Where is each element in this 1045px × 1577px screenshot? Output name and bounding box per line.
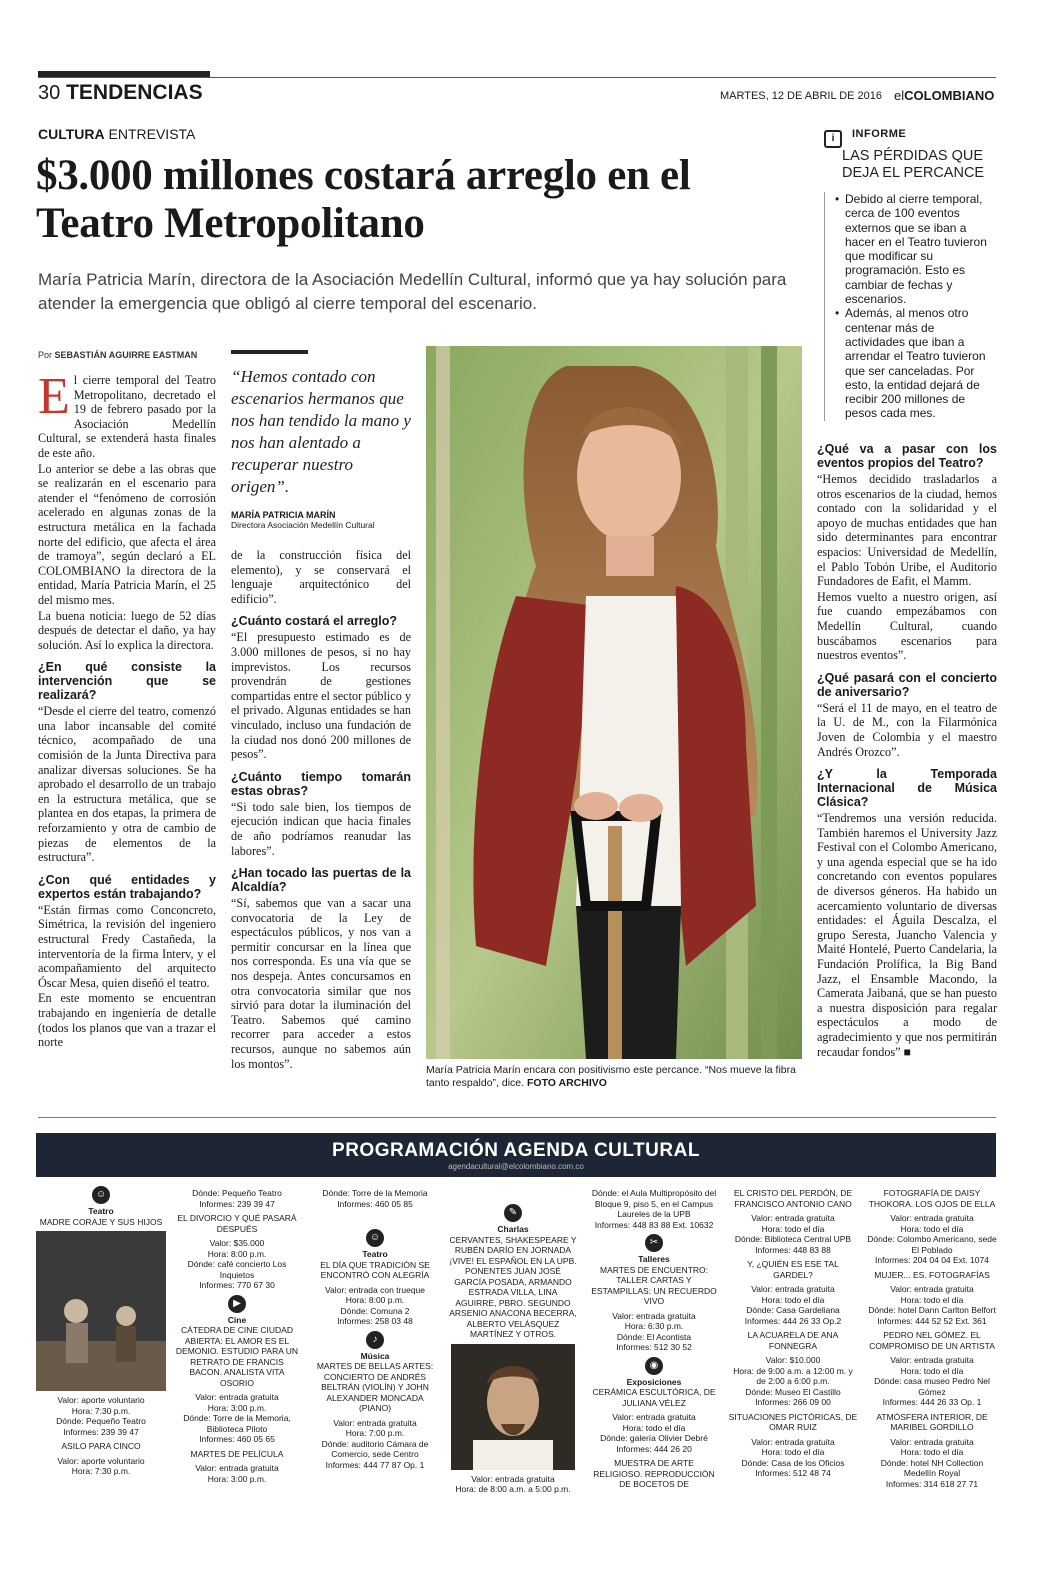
agenda-detail: Valor: entrada gratuita — [890, 1213, 974, 1223]
agenda-category: Cine — [227, 1314, 247, 1325]
agenda-detail: Dónde: Colombo Americano, sede El Poblado — [867, 1234, 997, 1255]
agenda-detail: Hora: todo el día — [900, 1365, 964, 1376]
agenda-title: PROGRAMACIÓN AGENDA CULTURAL — [332, 1140, 700, 1161]
agenda-detail: Valor: entrada gratuita — [195, 1463, 279, 1473]
agenda-detail: Dónde: Casa de los Oficios — [741, 1457, 845, 1468]
agenda-detail: Valor: entrada gratuita — [751, 1436, 835, 1447]
agenda-detail: Informes: 444 77 87 Op. 1 — [325, 1459, 425, 1470]
agenda-detail: Valor: $10.000 — [765, 1355, 821, 1365]
pull-quote — [231, 350, 411, 530]
document-icon: i — [824, 130, 842, 148]
agenda-detail: Dónde: auditorio Cámara de Comercio, sede Centro — [321, 1438, 429, 1459]
agenda-event-title: MARTES DE ENCUENTRO: TALLER CARTAS Y ESTAMPILLAS: UN RECUERDO VIVO — [591, 1264, 717, 1306]
agenda-detail: Informes: 448 83 88 — [755, 1244, 831, 1255]
agenda-event-title: Y, ¿QUIÉN ES ESE TAL GARDEL? — [747, 1259, 839, 1280]
agenda-detail: Dónde: casa museo Pedro Nel Gómez — [874, 1376, 990, 1397]
agenda-detail: Informes: 444 26 33 Op.2 — [744, 1315, 842, 1326]
agenda-detail: Valor: aporte voluntario — [57, 1455, 145, 1466]
agenda-detail: Dónde: Pequeño Teatro — [192, 1188, 282, 1198]
article-column-4 — [817, 442, 997, 1060]
agenda-detail: Informes: 239 39 47 — [199, 1198, 275, 1209]
body-paragraph: En este momento se encuentran trabajando en ingeniería de detalle (todos los planos que van a trazar el norte — [38, 991, 216, 1050]
page-section-header — [38, 81, 203, 105]
agenda-event-title: MARTES DE BELLAS ARTES: CONCIERTO DE ANDRÉS BELTRÁN (VIOLÍN) Y JOHN ALEXANDER MONCADA (PIANO) — [316, 1361, 434, 1413]
agenda-column-2 — [174, 1188, 300, 1484]
agenda-detail: Dónde: galería Olivier Debré — [600, 1433, 708, 1443]
byline-prefix: Por — [38, 350, 53, 360]
agenda-detail: Valor: entrada gratuita — [890, 1284, 974, 1294]
page-number: 30 — [38, 82, 61, 104]
agenda-column-1 — [36, 1186, 166, 1477]
theater-masks-icon: ☺ — [366, 1229, 384, 1247]
event-photo — [451, 1344, 575, 1470]
agenda-event-title: MUJER... ES. FOTOGRAFÍAS — [874, 1269, 990, 1280]
eye-icon: ◉ — [645, 1357, 663, 1375]
info-sidebar — [824, 128, 996, 421]
agenda-category: Teatro — [88, 1206, 114, 1216]
brand-prefix: el — [894, 88, 905, 103]
agenda-event-title: CERVANTES, SHAKESPEARE Y RUBÉN DARÍO EN JORNADA ¡VIVE! EL ESPAÑOL EN LA UPB. PONENTES JUAN JOSÉ GARCÍA POSADA, ARMANDO ESTRADA VILLA, LINA AGUIRRE, PBRO. SEGUNDO ARSENIO ANACONA BECERRA, ALBERTO VELÁSQUEZ MARTÍNEZ Y OTROS. — [449, 1234, 577, 1339]
agenda-column-5 — [590, 1188, 718, 1494]
agenda-category: Teatro — [362, 1249, 388, 1259]
agenda-detail: Valor: entrada gratuita — [612, 1412, 696, 1422]
film-icon: ▶ — [228, 1295, 246, 1313]
agenda-event-title: MADRE CORAJE Y SUS HIJOS — [39, 1216, 163, 1227]
interview-answer: “Si todo sale bien, los tiempos de ejecución indican que hacia finales de año podríamos reanudar las labores”. — [231, 799, 411, 858]
agenda-detail: Informes: 258 03 48 — [337, 1316, 413, 1326]
agenda-detail: Valor: entrada gratuita — [333, 1417, 417, 1428]
stage-scene-illustration — [36, 1231, 166, 1391]
agenda-detail: Informes: 239 39 47 — [63, 1426, 139, 1437]
interview-answer: “Están firmas como Conconcreto, Simétrica, la revisión del ingeniero estructural Fredy Castañeda, la interventoría de la firma Interv, y el acompañamiento del arquitecto Óscar Mesa, quien diseñó el teatro. — [38, 902, 216, 990]
interview-answer: “Desde el cierre del teatro, comenzó una labor incansable del comité técnico, acompañado de una comisión de la Junta Directiva para analizar diversas soluciones. Se ha aprobado el desarrollo de un trabajo en la estructura metálica, que se plantea en dos etapas, la primera de reforzamiento y otra de cambio de piezas de elementos de la estructura”. — [38, 704, 216, 865]
agenda-detail: Valor: entrada gratuita — [471, 1473, 555, 1484]
agenda-detail: Hora: 6:30 p.m. — [624, 1321, 684, 1331]
newspaper-brand — [894, 88, 994, 103]
interview-answer: “Tendremos una versión reducida. También haremos el University Jazz Festival con el Colombo Americano, y una agenda especial que se ha ido concretando con eventos populares de diversos géneros. Ha habido un acercamiento voluntario de diversas entidades: el Águila Descalza, el grupo Seresta, Juancho Valencia y Maité Hontelé, Puerto Candelaria, la Fundación Prolífica, la Big Band Jazz, el Ensamble Macondo, la Camerata Jaibaná, que se han puesto a nuestra disposición para regalar espectáculos a modo de agradecimiento y que nos permitirán recaudar fondos” ■ — [817, 811, 997, 1059]
agenda-detail: Valor: entrada gratuita — [890, 1436, 974, 1447]
music-note-icon: ♪ — [366, 1331, 384, 1349]
section-name: TENDENCIAS — [66, 81, 203, 104]
caption-text: María Patricia Marín encara con positivismo este percance. “Nos mueve la fibra tanto respaldo”, dice. — [426, 1064, 796, 1089]
interview-question: ¿Cuánto costará el arreglo? — [231, 614, 398, 629]
interview-question: ¿Han tocado las puertas de la Alcaldía? — [231, 866, 411, 895]
agenda-detail: Informes: 512 48 74 — [755, 1468, 831, 1478]
agenda-event-title: MUESTRA DE ARTE RELIGIOSO. REPRODUCCIÓN DE BOCETOS DE — [593, 1458, 715, 1489]
sidebar-bullet: • Debido al cierre temporal, cerca de 100 eventos externos que se iban a hacer en el Teatro tuvieron que modificar su programación. Esto es cambiar de fechas y escenarios. — [835, 192, 996, 306]
interview-question: ¿Cuánto tiempo tomarán estas obras? — [231, 769, 411, 798]
agenda-detail: Hora: 8:00 p.m. — [345, 1295, 405, 1305]
agenda-detail: Dónde: café concierto Los Inquietos — [187, 1259, 287, 1280]
article-headline: $3.000 millones costará arreglo en el Teatro Metropolitano — [36, 152, 691, 247]
agenda-event-title: CÁTEDRA DE CINE CIUDAD ABIERTA: EL AMOR ES EL DEMONIO. ESTUDIO PARA UN RETRATO DE FRANCIS BACON. ANALISTA VITA OSORIO — [175, 1325, 299, 1388]
agenda-detail: Dónde: Biblioteca Central UPB — [734, 1234, 852, 1244]
kicker-section: CULTURA — [38, 126, 105, 142]
agenda-event-title: CERÁMICA ESCULTÓRICA, DE JULIANA VÉLEZ — [592, 1387, 716, 1408]
agenda-detail: Informes: 266 09 00 — [755, 1397, 831, 1407]
agenda-detail: Hora: todo el día — [900, 1447, 964, 1457]
agenda-category: Talleres — [638, 1254, 670, 1264]
agenda-category: Música — [360, 1350, 390, 1361]
sidebar-bullet: • Además, al menos otro centenar más de actividades que iban a arrendar el Teatro tuvieron que ser canceladas. Por esto, la entidad dejará de recibir 200 millones de pesos cada mes. — [835, 306, 996, 420]
agenda-detail: Valor: entrada con trueque — [324, 1284, 426, 1295]
interview-question: ¿Con qué entidades y expertos están trabajando? — [38, 872, 216, 901]
interview-answer: “Sí, sabemos que van a sacar una convocatoria de la Ley de espectáculos públicos, y nos van a permitir concursar en la línea que nos corresponda. Es una vía que se nos despeja. Antes concursamos en otra convocatoria similar que nos sirvió para dotar la iluminación del Teatro. Sabemos qué camino recorrer para acceder a estos recursos, aunque no sabemos aún los montos”. — [231, 896, 411, 1071]
section-divider — [38, 1117, 996, 1118]
agenda-detail: Dónde: hotel Dann Carlton Belfort — [868, 1305, 996, 1315]
agenda-detail: Dónde: Museo El Castillo — [745, 1386, 841, 1397]
interview-question: ¿Qué pasará con el concierto de aniversario? — [817, 670, 997, 699]
agenda-detail: Informes: 444 26 20 — [616, 1443, 692, 1454]
issue-date: MARTES, 12 DE ABRIL DE 2016 — [720, 90, 883, 102]
agenda-event-title: EL CRISTO DEL PERDÓN, DE FRANCISCO ANTONIO CANO — [733, 1188, 853, 1209]
agenda-detail: Informes: 444 52 52 Ext. 361 — [877, 1315, 987, 1326]
brand-name: COLOMBIANO — [904, 88, 995, 103]
agenda-detail: Valor: entrada gratuita — [890, 1355, 974, 1365]
body-paragraph: de la construcción física del elemento), y se conservará el lenguaje arquitectónico del edificio”. — [231, 548, 411, 606]
agenda-detail: Hora: 7:30 p.m. — [71, 1405, 131, 1416]
portrait-photo — [426, 346, 802, 1059]
agenda-detail: Dónde: Comuna 2 — [340, 1305, 410, 1316]
agenda-category: Charlas — [497, 1224, 529, 1234]
agenda-detail: Informes: 314 618 27 71 — [885, 1478, 979, 1489]
sidebar-bullets — [824, 192, 996, 421]
agenda-detail: Hora: de 9:00 a.m. a 12:00 m. y de 2:00 a 6:00 p.m. — [733, 1365, 853, 1386]
agenda-event-title: ASILO PARA CINCO — [61, 1441, 141, 1451]
agenda-event-title: PEDRO NEL GÓMEZ. EL COMPROMISO DE UN ARTISTA — [869, 1330, 995, 1351]
agenda-banner — [36, 1133, 996, 1177]
agenda-detail: Dónde: Torre de la Memoria, Biblioteca Piloto — [183, 1413, 291, 1434]
agenda-detail: Informes: 460 05 65 — [199, 1434, 275, 1444]
agenda-detail: Valor: entrada gratuita — [195, 1392, 279, 1402]
header-rule — [38, 77, 996, 78]
agenda-detail: Dónde: Casa Gardeliana — [746, 1305, 840, 1315]
agenda-detail: Hora: 3:00 p.m. — [207, 1473, 267, 1484]
kicker-type: ENTREVISTA — [108, 126, 196, 142]
interview-question: ¿En qué consiste la intervención que se realizará? — [38, 660, 216, 703]
portrait-illustration — [426, 346, 802, 1059]
article-kicker — [38, 126, 195, 142]
quote-bar — [231, 350, 308, 354]
agenda-detail: Dónde: El Acontista — [616, 1331, 692, 1342]
article-column-2 — [231, 548, 411, 1072]
agenda-detail: Informes: 444 26 33 Op. 1 — [882, 1397, 982, 1407]
agenda-detail: Hora: todo el día — [761, 1294, 825, 1305]
quote-author-role: Directora Asociación Medellín Cultural — [231, 520, 375, 530]
agenda-detail: Dónde: el Aula Multipropósito del Bloque 9, piso 5, en el Campus Laureles de la UPB — [591, 1188, 717, 1219]
agenda-column-7 — [866, 1188, 998, 1493]
interview-answer: “Hemos decidido trasladarlos a otros escenarios de la ciudad, hemos contado con la solidaridad y el apoyo de muchas entidades que han sido determinantes para encontrar espacios: Universidad de Medellín, el Pablo Tobón Uribe, el Auditorio Fundadores de Eafit, el Mamm. — [817, 472, 997, 589]
agenda-detail: Dónde: hotel NH Collection Medellín Royal — [880, 1457, 984, 1478]
agenda-detail: Valor: $35.000 — [209, 1238, 265, 1248]
agenda-email: agendacultural@elcolombiano.com.co — [448, 1162, 584, 1171]
agenda-detail: Informes: 770 67 30 — [199, 1280, 275, 1290]
agenda-detail: Hora: 3:00 p.m. — [207, 1402, 267, 1413]
agenda-detail: Hora: todo el día — [900, 1294, 964, 1305]
article-column-1 — [38, 368, 216, 1051]
agenda-detail: Hora: todo el día — [900, 1223, 964, 1234]
brush-icon: ✂ — [645, 1234, 663, 1252]
intro-text: l cierre temporal del Teatro Metropolitano, decretado el 19 de febrero pasado por la Asociación Medellín Cultural, se extenderá hasta finales de este año. — [38, 373, 216, 460]
agenda-event-title: LA ACUARELA DE ANA FONNEGRA — [747, 1330, 839, 1351]
agenda-event-title: EL DÍA QUE TRADICIÓN SE ENCONTRÓ CON ALEGRÍA — [320, 1259, 430, 1280]
agenda-detail: Informes: 460 05 85 — [337, 1198, 413, 1209]
byline — [38, 350, 197, 360]
agenda-detail: Dónde: Pequeño Teatro — [56, 1416, 146, 1426]
drop-cap: E — [38, 368, 70, 425]
byline-author: SEBASTIÁN AGUIRRE EASTMAN — [54, 350, 198, 360]
agenda-event-title: SITUACIONES PICTÓRICAS, DE OMAR RUIZ — [728, 1411, 858, 1432]
shakespeare-portrait-illustration — [451, 1344, 575, 1470]
agenda-detail: Hora: 8:00 p.m. — [207, 1248, 267, 1259]
agenda-event-title: ATMÓSFERA INTERIOR, DE MARIBEL GORDILLO — [876, 1411, 988, 1432]
interview-answer: “El presupuesto estimado es de 3.000 millones de pesos, si no hay imprevistos. Los recursos provendrán de gestiones compartidas entre el sector público y el privado. Algunas entidades se han vinculado, incluso una fundación de la ciudad nos donó 200 millones de pesos”. — [231, 630, 411, 762]
interview-question: ¿Qué va a pasar con los eventos propios del Teatro? — [817, 442, 997, 470]
sidebar-title: LAS PÉRDIDAS QUE DEJA EL PERCANCE — [842, 148, 985, 181]
agenda-detail: Hora: todo el día — [761, 1447, 825, 1457]
quote-text: “Hemos contado con escenarios hermanos que nos han tendido la mano y nos han alentado a recuperar nuestro origen”. — [231, 367, 411, 496]
agenda-detail: Informes: 204 04 04 Ext. 1074 — [875, 1255, 989, 1265]
body-paragraph: La buena noticia: luego de 52 días después de detectar el daño, ya hay solución. Así lo explica la directora. — [38, 608, 216, 652]
agenda-detail: Hora: 7:00 p.m. — [345, 1428, 405, 1438]
speech-bubble-icon: ✎ — [504, 1204, 522, 1222]
agenda-column-6 — [728, 1188, 858, 1483]
photo-caption — [426, 1064, 802, 1090]
agenda-detail: Informes: 512 30 52 — [616, 1342, 692, 1352]
sidebar-label: INFORME — [852, 128, 907, 140]
agenda-column-4 — [448, 1204, 578, 1495]
agenda-detail: Informes: 448 83 88 Ext. 10632 — [594, 1219, 714, 1230]
agenda-event-title: MARTES DE PELÍCULA — [190, 1448, 284, 1459]
agenda-event-title: EL DIVORCIO Y QUÉ PASARÁ DESPUÉS — [177, 1213, 297, 1234]
intro-paragraph — [38, 368, 216, 461]
agenda-category: Exposiciones — [626, 1376, 682, 1387]
event-photo — [36, 1231, 166, 1391]
body-paragraph: Lo anterior se debe a las obras que se realizarán en el escenario para atender el “fenómeno de corrosión acelerado en algunas zonas de la estructura metálica en la fachada norte del edificio, que afecta el área de tramoya”, según declaró a EL COLOMBIANO la directora de la entidad, María Patricia Marín, el 25 del mismo mes. — [38, 461, 216, 607]
agenda-detail: Hora: todo el día — [761, 1223, 825, 1234]
agenda-detail: Valor: entrada gratuita — [751, 1213, 835, 1223]
theater-masks-icon: ☺ — [92, 1186, 110, 1204]
agenda-detail: Hora: de 8:00 a.m. a 5:00 p.m. — [455, 1484, 571, 1494]
agenda-event-title: FOTOGRAFÍA DE DAISY THOKORA. LOS OJOS DE ELLA — [868, 1188, 996, 1209]
agenda-detail: Hora: todo el día — [622, 1422, 686, 1433]
interview-question: ¿Y la Temporada Internacional de Música Clásica? — [817, 767, 997, 810]
interview-answer: “Será el 11 de mayo, en el teatro de la U. de M., con la Filarmónica Joven de Colombia y el maestro Andrés Orozco”. — [817, 700, 997, 759]
agenda-detail: Valor: entrada gratuita — [751, 1284, 835, 1294]
agenda-detail: Dónde: Torre de la Memoria — [322, 1188, 428, 1198]
agenda-detail: Valor: aporte voluntario — [57, 1395, 145, 1405]
agenda-column-3 — [312, 1188, 438, 1474]
article-deck: María Patricia Marín, directora de la Asociación Medellín Cultural, informó que ya hay solución para atender la emergencia que obligó al cierre temporal del escenario. — [38, 270, 787, 313]
interview-answer: Hemos vuelto a nuestro origen, así fue cuando empezábamos con Medellín Cultural, cuando buscábamos escenarios para nuestros eventos”. — [817, 589, 997, 663]
quote-author: MARÍA PATRICIA MARÍN — [231, 510, 336, 520]
photo-credit: FOTO ARCHIVO — [526, 1077, 607, 1089]
agenda-detail: Hora: 7:30 p.m. — [71, 1466, 131, 1476]
agenda-detail: Valor: entrada gratuita — [612, 1310, 696, 1321]
